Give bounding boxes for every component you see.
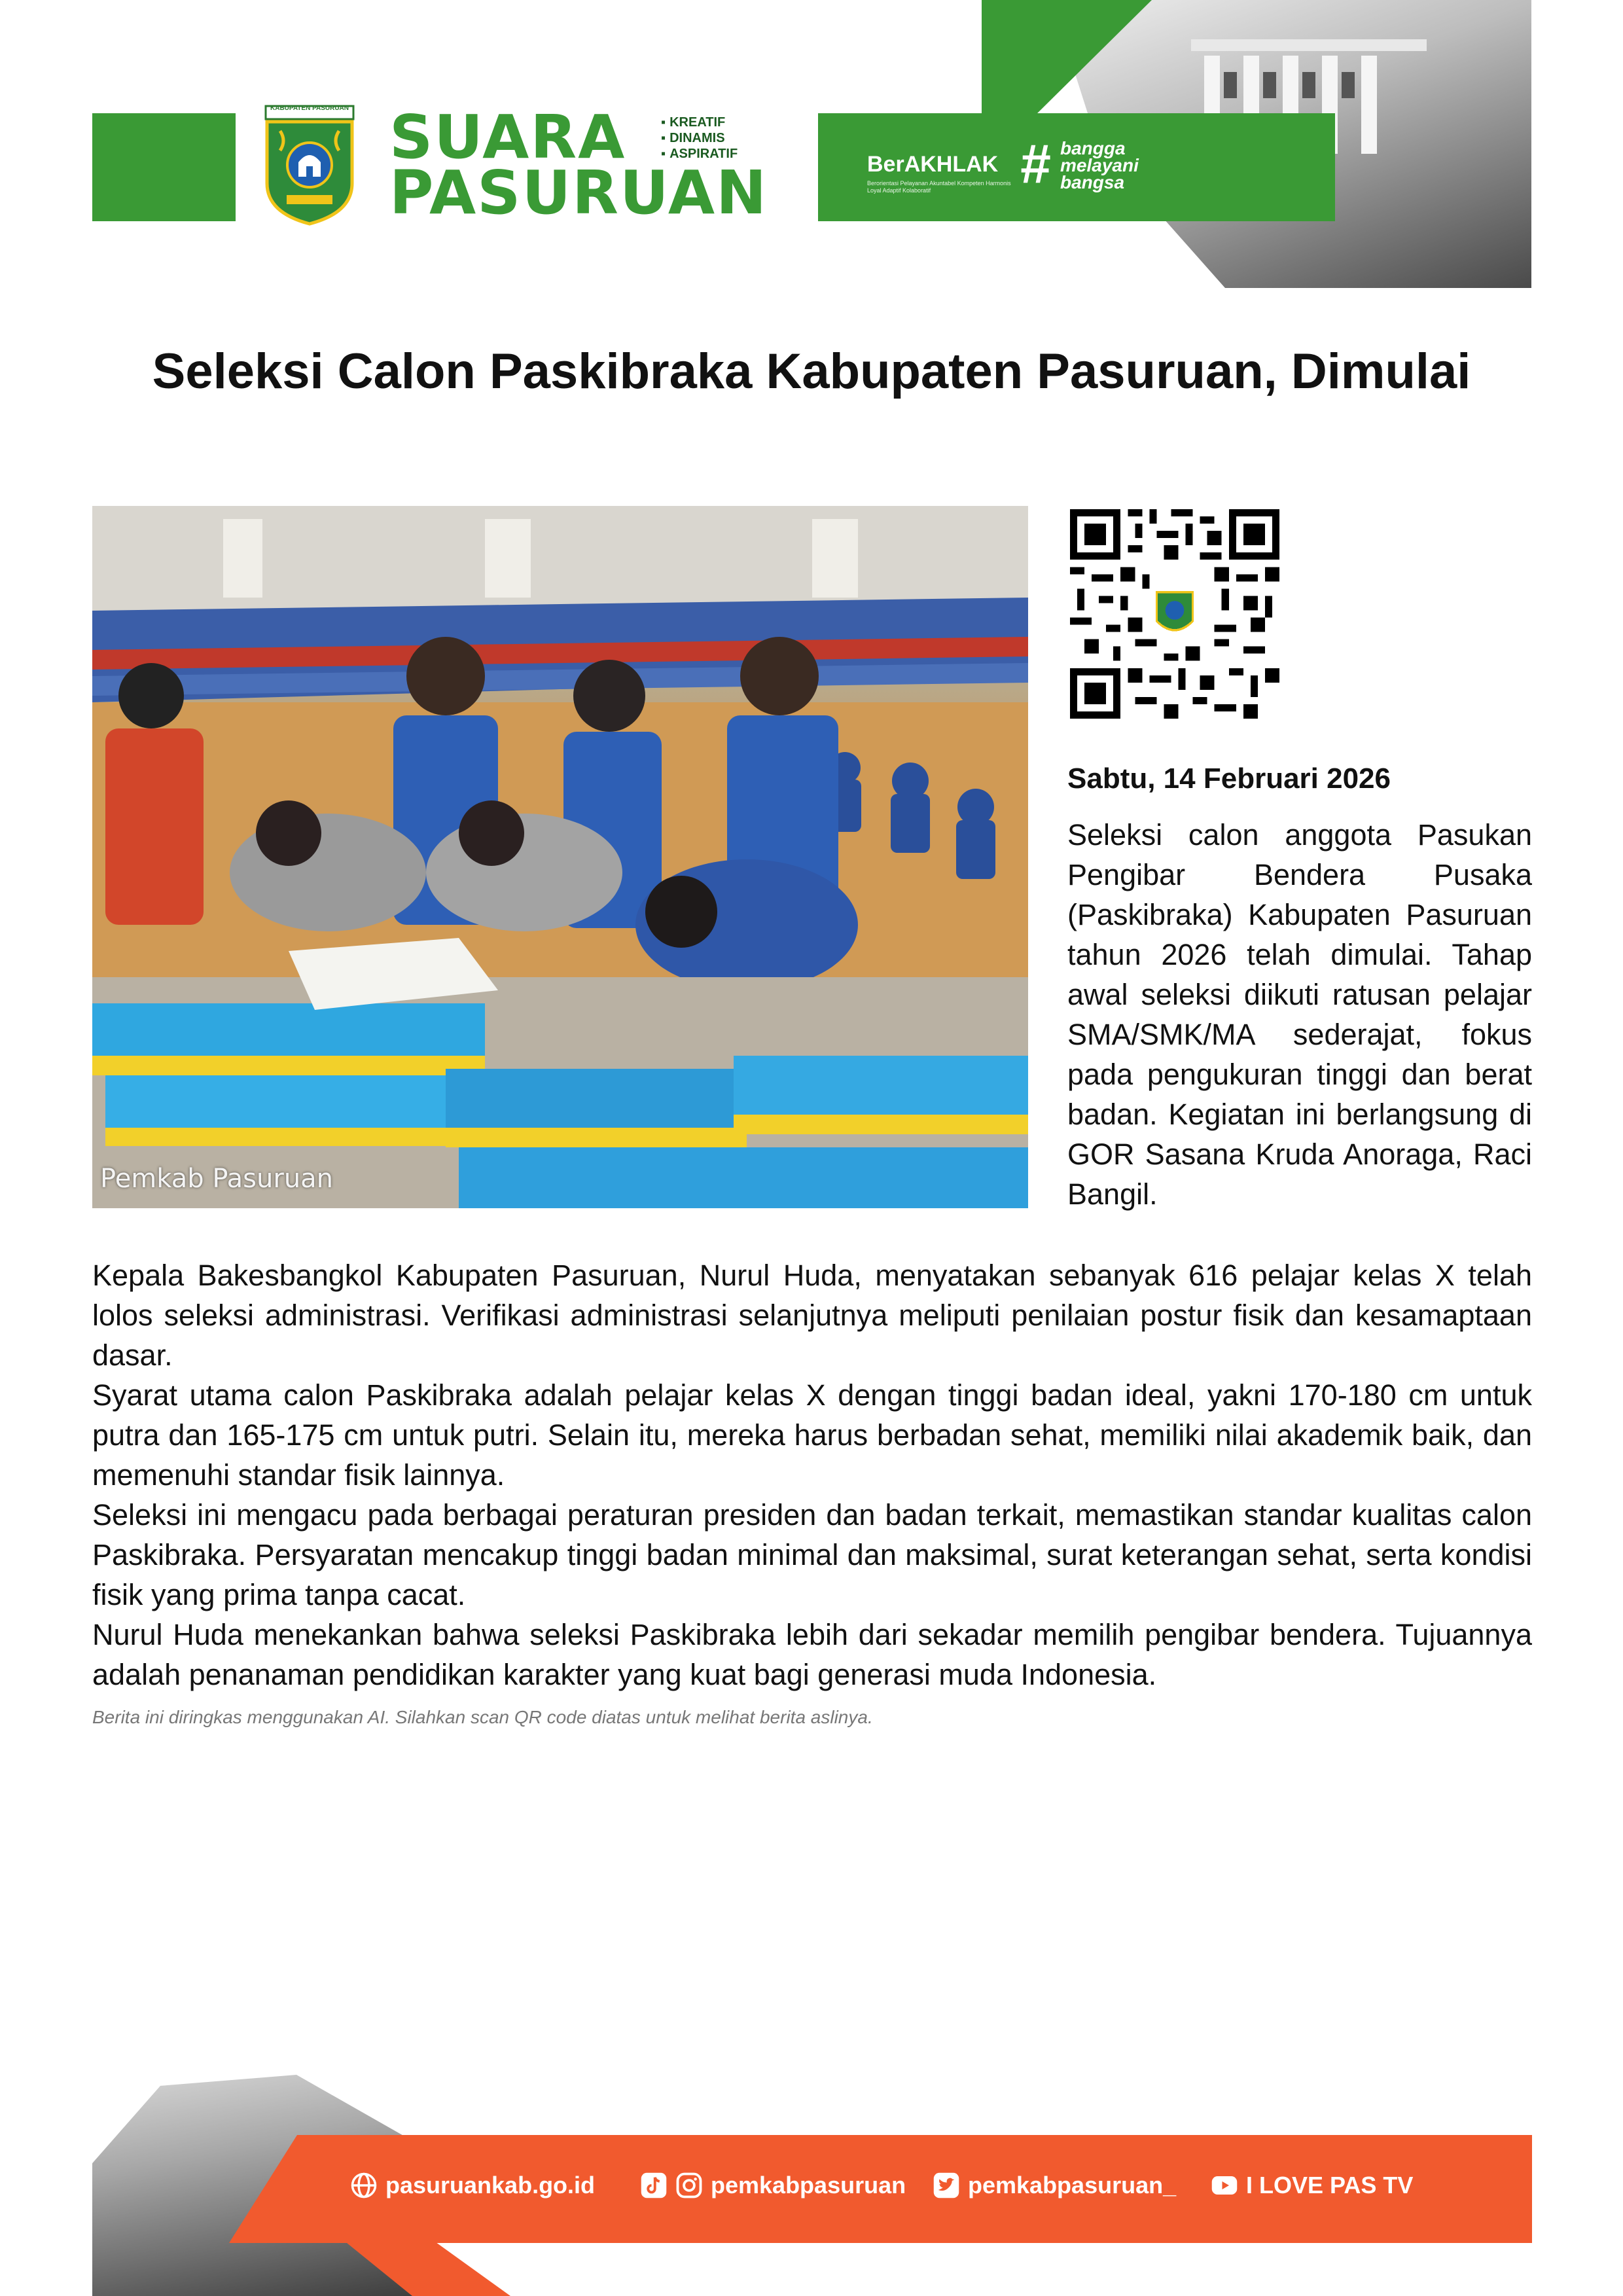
footer-website-link[interactable] (350, 2172, 595, 2199)
tagline-item: ▪ ASPIRATIF (661, 146, 738, 162)
photo-credit: Pemkab Pasuruan (100, 1164, 334, 1194)
brand-name-line2: PASURUAN (389, 158, 768, 228)
twitter-icon (933, 2172, 960, 2199)
globe-icon (350, 2172, 378, 2199)
body-paragraph: Seleksi ini mengacu pada berbagai peraturan presiden dan badan terkait, memastikan standar kualitas calon Paskibraka. Persyaratan mencakup tinggi badan minimal dan maksimal, surat keterangan sehat, serta kondisi fisik yang prima tanpa cacat. (92, 1498, 1532, 1611)
kabupaten-pasuruan-emblem-icon (260, 105, 359, 226)
website-label: pasuruankab.go.id (385, 2172, 596, 2198)
brand-name-line1: SUARA (389, 102, 626, 172)
article-title: Seleksi Calon Paskibraka Kabupaten Pasuruan, Dimulai (152, 344, 1471, 399)
article-lead-paragraph: Seleksi calon anggota Pasukan Pengibar Bendera Pusaka (Paskibraka) Kabupaten Pasuruan tahun 2026 telah dimulai. Tahap awal seleksi diikuti ratusan pelajar SMA/SMK/MA sederajat, fokus pada pengukuran tinggi dan berat badan. Kegiatan ini berlangsung di GOR Sasana Kruda Anoraga, Raci Bangil. (1067, 818, 1532, 1211)
youtube-label: I LOVE PAS TV (1246, 2172, 1414, 2198)
body-paragraph: Nurul Huda menekankan bahwa seleksi Paskibraka lebih dari sekadar memilih pengibar bendera. Tujuannya adalah penanaman pendidikan karakter yang kuat bagi generasi muda Indonesia. (92, 1618, 1532, 1691)
article-date: Sabtu, 14 Februari 2026 (1067, 762, 1391, 795)
bangga-line: bangga (1060, 138, 1126, 158)
tiktok-instagram-label: pemkabpasuruan (711, 2172, 906, 2198)
footer-tiktok-instagram-link[interactable] (640, 2172, 906, 2199)
berakhlak-logo: BerAKHLAK (867, 152, 999, 177)
ai-disclaimer: Berita ini diringkas menggunakan AI. Silahkan scan QR code diatas untuk melihat berita aslinya. (92, 1707, 873, 1727)
bangga-melayani-bangsa-logo (1060, 140, 1139, 191)
brand-tagline (661, 115, 738, 162)
photo-scene (92, 506, 1028, 1208)
bangga-line: melayani (1060, 155, 1139, 175)
body-paragraph: Syarat utama calon Paskibraka adalah pelajar kelas X dengan tinggi badan ideal, yakni 170-180 cm untuk putra dan 165-175 cm untuk putri. Selain itu, mereka harus berbadan sehat, memiliki nilai akademik baik, dan memenuhi standar fisik lainnya. (92, 1378, 1532, 1492)
body-paragraph: Kepala Bakesbangkol Kabupaten Pasuruan, Nurul Huda, menyatakan sebanyak 616 pelajar kelas X telah lolos seleksi administrasi. Verifikasi administrasi selanjutnya meliputi penilaian postur fisik dan kesamaptaan dasar. (92, 1259, 1532, 1372)
qr-code-icon[interactable] (1070, 509, 1279, 719)
tagline-item: ▪ DINAMIS (661, 130, 738, 146)
footer-youtube-link[interactable] (1211, 2172, 1413, 2199)
berakhlak-subtitle: Berorientasi Pelayanan Akuntabel Kompeten Harmonis Loyal Adaptif Kolaboratif (867, 180, 1011, 194)
twitter-label: pemkabpasuruan_ (968, 2172, 1177, 2198)
footer-twitter-link[interactable] (933, 2172, 1176, 2199)
instagram-icon (675, 2172, 703, 2199)
bangga-line: bangsa (1060, 172, 1125, 192)
hashtag-icon: # (1020, 133, 1050, 194)
youtube-icon (1211, 2172, 1238, 2199)
tiktok-icon (640, 2172, 668, 2199)
emblem-caption: KABUPATEN PASURUAN (270, 105, 349, 112)
header-green-block-left (92, 113, 236, 221)
article-photo (92, 506, 1028, 1208)
article-body (92, 1255, 1532, 1695)
tagline-item: ▪ KREATIF (661, 115, 738, 130)
